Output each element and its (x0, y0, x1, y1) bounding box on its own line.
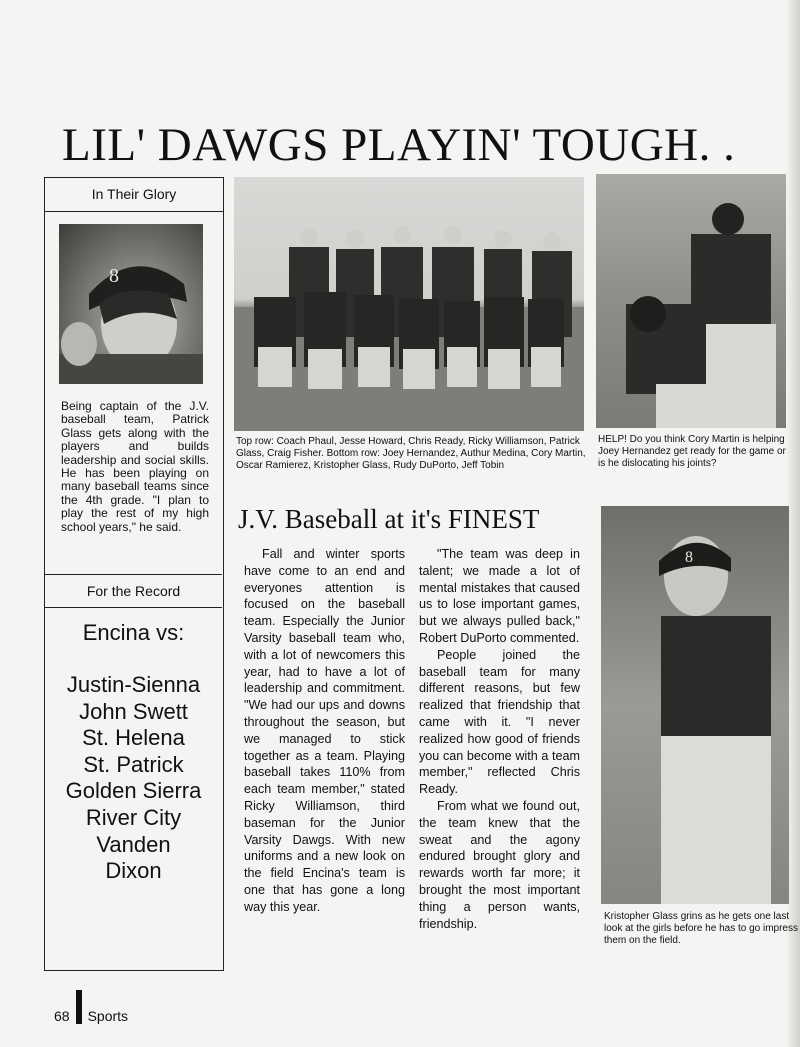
opponent-item: St. Patrick (83, 751, 184, 777)
article-title: J.V. Baseball at it's FINEST (238, 504, 540, 534)
page-folio (54, 990, 128, 1024)
player-grin-photo (601, 506, 789, 904)
sidebar-divider (45, 607, 222, 608)
record-header: For the Record (86, 583, 181, 599)
player-grin-illustration (601, 506, 789, 904)
glory-header: In Their Glory (45, 178, 223, 212)
folio-bar (76, 990, 82, 1024)
team-photo-caption: Top row: Coach Phaul, Jesse Howard, Chris Ready, Ricky Williamson, Patrick Glass, Craig Fisher. Bottom row: Joey Hernandez, Authur Medina, Cory Martin, Oscar Ramierez, Kristopher Glass, Rudy DuPorto, Jeff Tobin (236, 436, 586, 471)
team-photo-illustration (234, 177, 584, 431)
opponent-list (45, 672, 222, 885)
article-paragraph: "The team was deep in talent; we made a lot of mental mistakes that caused us to lose important games, but we always pulled back," Robert DuPorto commented. (419, 547, 580, 645)
opponent-item: River City (85, 804, 182, 830)
opponent-item: Golden Sierra (65, 778, 202, 804)
record-title: Encina vs: (82, 620, 185, 645)
svg-text:8: 8 (109, 265, 119, 287)
article-column-2 (419, 546, 580, 932)
stretching-photo-illustration (596, 174, 786, 428)
opponent-item: Vanden (96, 831, 171, 857)
sidebar-divider (45, 574, 222, 575)
stretching-photo (596, 174, 786, 428)
team-photo (234, 177, 584, 431)
svg-text:8: 8 (685, 549, 693, 566)
captain-portrait-illustration (59, 224, 203, 384)
captain-portrait-photo (59, 224, 203, 384)
sidebar-box (44, 177, 224, 971)
article-column-1 (244, 546, 405, 916)
article-paragraph: Fall and winter sports have come to an end and everyones attention is focused on the baseball team. Especially the Junior Varsity baseball team who, with a lot of newcomers this year, had to have a lot of leadership and commitment. "We had our ups and downs throughout the season, but we managed to stick together as a team. Playing baseball takes 110% from each team member," stated Ricky Williamson, third baseman for the Junior Varsity Dawgs. With new uniforms and a new look on the field Encina's team is one that has gone a long way this year. (244, 547, 405, 914)
opponent-item: St. Helena (82, 725, 185, 751)
section-name: Sports (87, 1008, 129, 1024)
page-number: 68 (54, 1008, 70, 1024)
article-paragraph: People joined the baseball team for many different reasons, but few realized that friendship that came with it. "I never realized how good of friends you can become with a team member," reflected Chris Ready. (419, 647, 580, 797)
opponent-item: Justin-Sienna (66, 672, 201, 697)
opponent-item: Dixon (105, 858, 162, 884)
article-paragraph: From what we found out, the team knew that the sweat and the agony endured brought glory and rewards worth far more; it brought the most important thing a person wants, friendship. (419, 798, 580, 931)
player-grin-caption: Kristopher Glass grins as he gets one last look at the girls before he has to go impress them on the field. (604, 911, 798, 946)
stretching-photo-caption: HELP! Do you think Cory Martin is helping Joey Hernandez get ready for the game or is he dislocating his joints? (598, 434, 786, 469)
opponent-item: John Swett (79, 698, 188, 724)
captain-caption: Being captain of the J.V. baseball team, Patrick Glass gets along with the players and builds leadership and social skills. He has been playing on many baseball teams since the 4th grade. "I plan to play the rest of my high school years," he said. (61, 399, 209, 534)
page-headline: LIL' DAWGS PLAYIN' TOUGH. . (62, 119, 736, 171)
